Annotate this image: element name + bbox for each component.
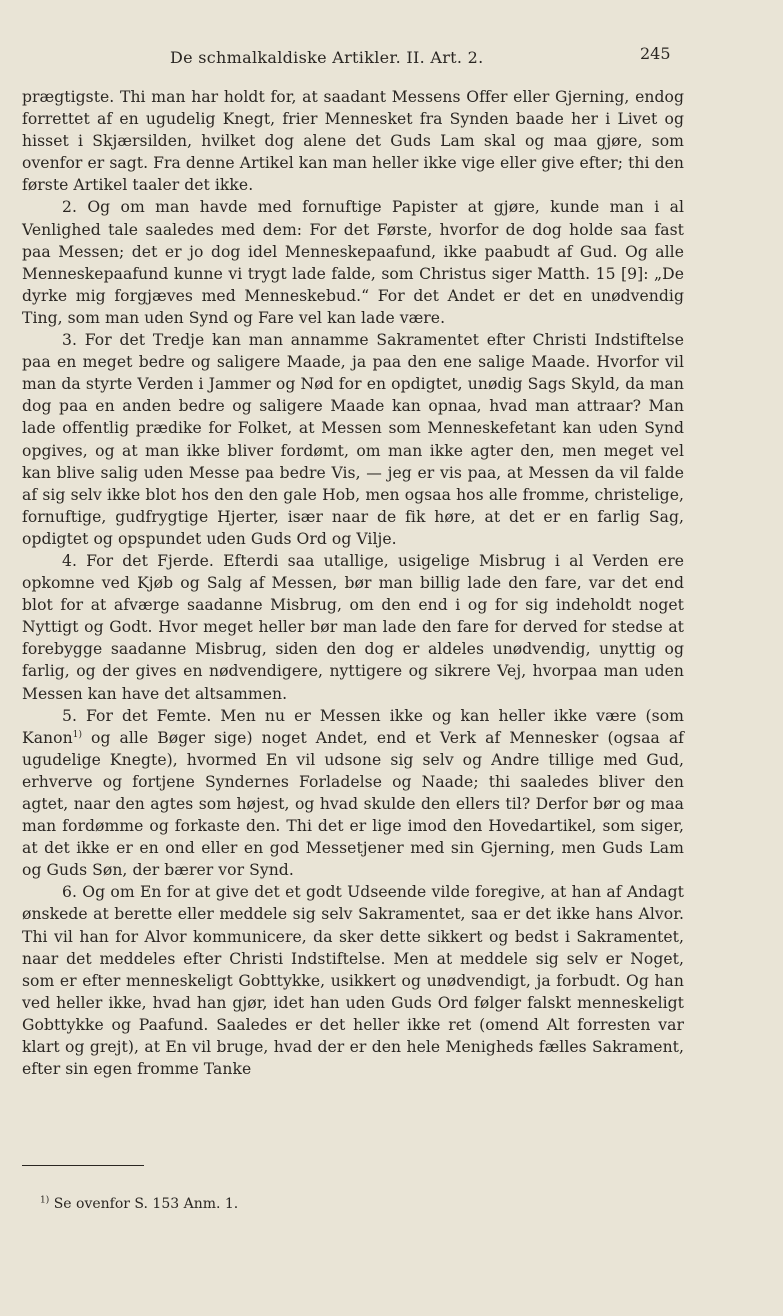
paragraph-2: 2. Og om man havde med fornuftige Papister at gjøre, kunde man i al Venlighed tale saaledes med dem: For det Første, hvorfor de dog holde saa fast paa Messen; det er jo dog idel Menneskepaafund, ikke paabudt af Gud. Og alle Menneskepaafund kunne vi trygt lade falde, som Christus siger Matth. 15 [9]: „De dyrke mig forgjæves med Menneskebud.“ For det Andet er det en unødvendig Ting, som man uden Synd og Fare vel kan lade være. bbox=[22, 198, 684, 327]
paragraph-6: 6. Og om En for at give det et godt Udseende vilde foregive, at han af Andagt ønskede at berette eller meddele sig selv Sakramentet, saa er det ikke hans Alvor. Thi vil han for Alvor kommunicere, da sker dette sikkert og bedst i Sakramentet, naar det meddeles efter Christi Indstiftelse. Men at meddele sig selv er Noget, som er efter menneskeligt Gobttykke, usikkert og unødvendigt, ja forbudt. Og han ved heller ikke, hvad han gjør, idet han uden Guds Ord følger falskt menneskeligt Gobttykke og Paafund. Saaledes er det heller ikke ret (omend Alt forresten var klart og grejt), at En vil bruge, hvad der er den hele Menigheds fælles Sakrament, efter sin egen fromme Tanke bbox=[22, 883, 684, 1079]
footnote bbox=[40, 1196, 238, 1212]
paragraph-3: 3. For det Tredje kan man annamme Sakramentet efter Christi Indstiftelse paa en meget bedre og saligere Maade, ja paa den ene salige Maade. Hvorfor vil man da styrte Verden i Jammer og Nød for en opdigtet, unødig Sags Skyld, da man dog paa en anden bedre og saligere Maade kan opnaa, hvad man attraar? Man lade offentlig prædike for Folket, at Messen som Menneskefetant kan uden Synd opgives, og at man ikke bliver fordømt, om man ikke agter den, men meget vel kan blive salig uden Messe paa bedre Vis, — jeg er vis paa, at Messen da vil falde af sig selv ikke blot hos den den gale Hob, men ogsaa hos alle fromme, christelige, fornuftige, gudfrygtige Hjerter, især naar de fik høre, at det er en farlig Sag, opdigtet og opspundet uden Guds Ord og Vilje. bbox=[22, 331, 684, 548]
paragraph-5 bbox=[22, 705, 684, 882]
footnote-reference: 1) bbox=[72, 729, 83, 740]
footnote-text: Se ovenfor S. 153 Anm. 1. bbox=[53, 1196, 239, 1212]
body-text bbox=[22, 86, 684, 1080]
running-title: De schmalkaldiske Artikler. II. Art. 2. bbox=[170, 48, 484, 67]
paragraph-5-part-a: 5. For det Femte. Men nu er Messen ikke og kan heller ikke være (som Kanon bbox=[22, 706, 684, 747]
footnote-marker: 1) bbox=[40, 1195, 50, 1206]
paragraph-continuation: prægtigste. Thi man har holdt for, at saadant Messens Offer eller Gjerning, endog forrettet af en ugudelig Knegt, frier Mennesket fra Synden baade her i Livet og hisset i Skjærsilden, hvilket dog alene det Guds Lam skal og maa gjøre, som ovenfor er sagt. Fra denne Artikel kan man heller ikke vige eller give efter; thi den første Artikel taaler det ikke. bbox=[22, 88, 684, 195]
footnote-divider bbox=[22, 1165, 144, 1166]
paragraph-5-part-b: og alle Bøger sige) noget Andet, end et Verk af Mennesker (ogsaa af ugudelige Knegte), hvormed En vil udsone sig selv og Andre tillige med Gud, erhverve og fortjene Syndernes Forladelse og Naade; thi saaledes bliver den agtet, naar den agtes som højest, og hvad skulde den ellers til? Derfor bør og maa man fordømme og forkaste den. Thi det er lige imod den Hovedartikel, som siger, at det ikke er en ond eller en god Messetjener med sin Gjerning, men Guds Lam og Guds Søn, der bærer vor Synd. bbox=[22, 728, 684, 880]
page-header bbox=[0, 44, 783, 74]
paragraph-4: 4. For det Fjerde. Efterdi saa utallige, usigelige Misbrug i al Verden ere opkomne ved Kjøb og Salg af Messen, bør man billig lade den fare, var det end blot for at afværge saadanne Misbrug, om den end i og for sig indeholdt noget Nyttigt og Godt. Hvor meget heller bør man lade den fare for derved for stedse at forebygge saadanne Misbrug, siden den dog er aldeles unødvendig, unyttig og farlig, og der gives en nødvendigere, nyttigere og sikrere Vej, hvorpaa man uden Messen kan have det altsammen. bbox=[22, 551, 684, 703]
page-number: 245 bbox=[640, 44, 671, 63]
